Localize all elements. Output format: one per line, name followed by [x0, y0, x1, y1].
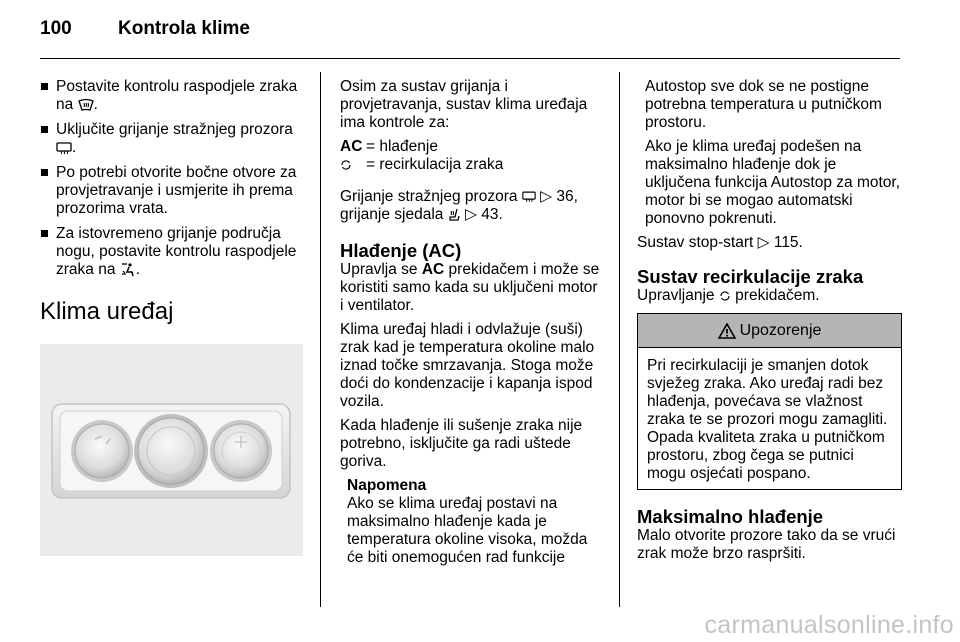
- warning-triangle-icon: [718, 323, 736, 339]
- warning-header: [638, 314, 901, 348]
- page-ref-arrow-icon: ▷: [540, 188, 553, 205]
- page-number: 100: [40, 18, 72, 39]
- column-2: [340, 78, 605, 567]
- windscreen-defrost-icon: [78, 98, 94, 112]
- section-heading: Hlađenje (AC): [340, 240, 462, 261]
- warning-title: Upozorenje: [739, 321, 822, 339]
- rear-window-heat-icon: [56, 141, 72, 155]
- rear-window-heat-icon: [522, 190, 536, 203]
- paragraph: Upravljanje prekidačem.: [637, 287, 820, 304]
- list-item: Za istovremeno grijanje područja nogu, postavite kontrolu raspodjele zraka na .: [40, 225, 305, 279]
- warning-box: [637, 313, 902, 490]
- note-text: Ako se klima uređaj postavi na maksimalno hlađenje kada je temperatura okoline visoka, možda će biti onemogućen rad funkcije: [347, 495, 588, 566]
- paragraph: Upravlja se AC prekidačem i može se koristiti samo kada su uključeni motor i ventilator.: [340, 261, 600, 314]
- list-item: Po potrebi otvorite bočne otvore za provjetravanje i usmjerite ih prema prozorima vrata.: [40, 164, 305, 218]
- header-divider: [40, 58, 900, 59]
- climate-control-panel-image: [40, 344, 303, 556]
- reference-text: Grijanje stražnjeg prozora ▷ 36, grijanje sjedala ▷ 43.: [340, 188, 578, 223]
- watermark: carmanualsonline.info: [704, 611, 954, 639]
- list-item: Uključite grijanje stražnjeg prozora .: [40, 121, 305, 157]
- recirculation-icon: [340, 159, 352, 171]
- warning-text: Pri recirkulaciji je smanjen dotok svježeg zraka. Ako uređaj radi bez hlađenja, povećava se vlažnost zraka te se prozori mogu zamagliti. Opada kvaliteta zraka u putničkom prostoru, zbog čega se putnici mogu osjećati pospano.: [647, 357, 888, 482]
- section-heading: Sustav recirkulacije zraka: [637, 266, 864, 287]
- page-header: [40, 18, 250, 48]
- paragraph: Klima uređaj hladi i odvlažuje (suši) zrak kad je temperatura okoline malo iznad točke smrzavanja. Stoga može doći do kondenzacije i kapanja ispod vozila.: [340, 321, 595, 410]
- list-item: Postavite kontrolu raspodjele zraka na .: [40, 78, 305, 114]
- section-heading: Maksimalno hlađenje: [637, 506, 824, 527]
- paragraph: Malo otvorite prozore tako da se vrući zrak može brzo raspršiti.: [637, 527, 896, 562]
- column-divider-2: [619, 72, 620, 607]
- paragraph: Ako je klima uređaj podešen na maksimalno hlađenje dok je uključena funkcija Autostop za motor, motor bi se mogao automatski ponovno pokrenuti.: [645, 138, 901, 227]
- note-title: Napomena: [347, 477, 427, 494]
- note-box: [340, 477, 605, 567]
- intro-text: Osim za sustav grijanja i provjetravanja, sustav klima uređaja ima kontrole za:: [340, 78, 588, 131]
- page-title: Kontrola klime: [118, 18, 250, 39]
- definition-row: AC = hlađenje: [340, 138, 438, 155]
- column-3: [637, 78, 902, 569]
- definition-row: = recirkulacija zraka: [340, 156, 605, 174]
- section-heading: Klima uređaj: [40, 298, 174, 325]
- paragraph: Autostop sve dok se ne postigne potrebna temperatura u putničkom prostoru.: [645, 78, 882, 131]
- paragraph: Kada hlađenje ili sušenje zraka nije potrebno, isključite ga radi uštede goriva.: [340, 417, 583, 470]
- column-divider-1: [320, 72, 321, 607]
- paragraph: Sustav stop-start ▷ 115.: [637, 234, 803, 251]
- page-ref-arrow-icon: ▷: [757, 234, 770, 251]
- climate-control-panel-illustration: [40, 344, 303, 556]
- column-1: [40, 78, 305, 556]
- recirculation-icon: [719, 290, 731, 302]
- footwell-windscreen-icon: [120, 262, 136, 277]
- page-ref-arrow-icon: ▷: [465, 206, 477, 223]
- seat-heat-icon: [448, 208, 461, 222]
